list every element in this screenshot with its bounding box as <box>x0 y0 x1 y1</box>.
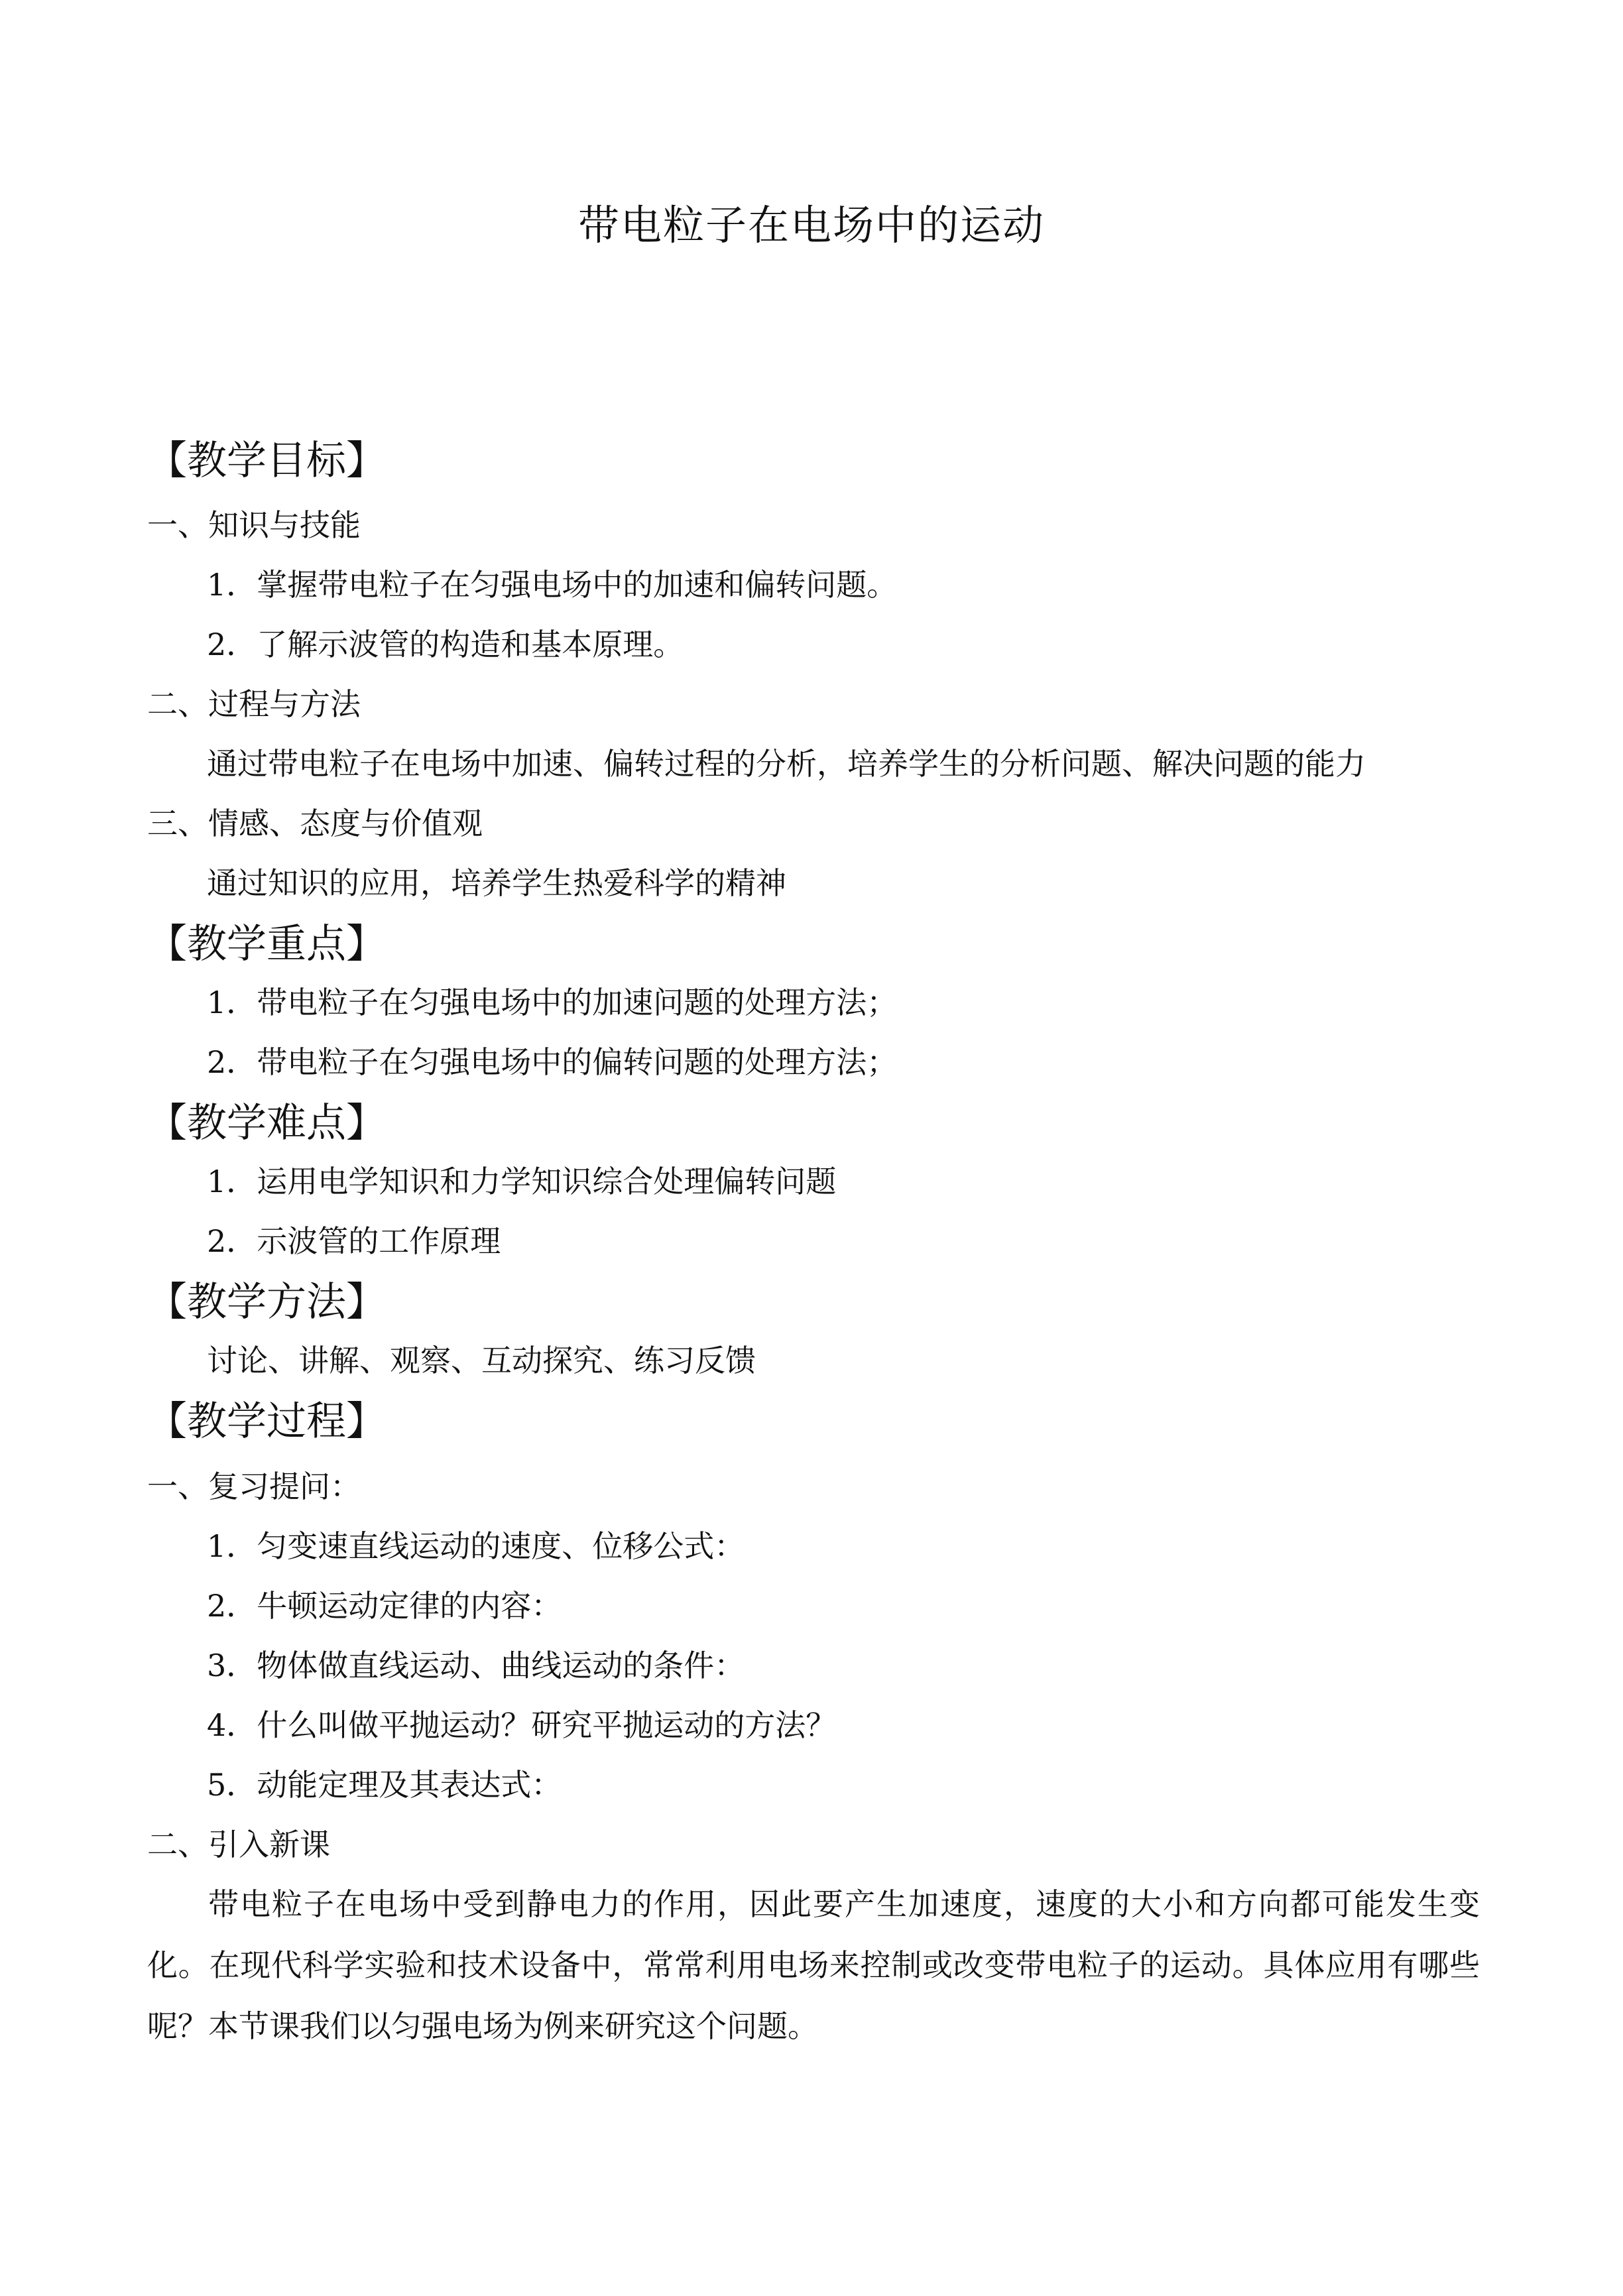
key-point-item-2: 2．带电粒子在匀强电场中的偏转问题的处理方法； <box>207 1044 898 1080</box>
process-text: 通过带电粒子在电场中加速、偏转过程的分析，培养学生的分析问题、解决问题的能力 <box>207 746 1366 782</box>
intro-paragraph: 带电粒子在电场中受到静电力的作用，因此要产生加速度，速度的大小和方向都可能发生变化。在现代科学实验和技术设备中，常常利用电场来控制或改变带电粒子的运动。具体应用有哪些呢？本节课我们以匀强电场为例来研究这个问题。 <box>147 1886 1480 2044</box>
page-title: 带电粒子在电场中的运动 <box>577 201 1045 249</box>
knowledge-item-2: 2．了解示波管的构造和基本原理。 <box>207 627 684 662</box>
key-point-item-1: 1．带电粒子在匀强电场中的加速问题的处理方法； <box>207 985 898 1020</box>
section-review-label: 一、复习提问： <box>147 1469 361 1504</box>
section-emotion-label: 三、情感、态度与价值观 <box>147 806 483 841</box>
heading-procedure: 【教学过程】 <box>147 1398 386 1445</box>
knowledge-item-1: 1．掌握带电粒子在匀强电场中的加速和偏转问题。 <box>207 567 898 603</box>
section-process-label: 二、过程与方法 <box>147 686 361 722</box>
review-item-1: 1．匀变速直线运动的速度、位移公式： <box>207 1528 745 1564</box>
heading-methods: 【教学方法】 <box>147 1279 386 1325</box>
review-item-4: 4．什么叫做平抛运动？研究平抛运动的方法？ <box>207 1707 837 1743</box>
heading-key-points: 【教学重点】 <box>147 921 386 967</box>
review-item-2: 2．牛顿运动定律的内容： <box>207 1588 562 1624</box>
difficulty-item-1: 1．运用电学知识和力学知识综合处理偏转问题 <box>207 1164 837 1199</box>
emotion-text: 通过知识的应用，培养学生热爱科学的精神 <box>207 865 786 901</box>
methods-text: 讨论、讲解、观察、互动探究、练习反馈 <box>207 1343 756 1378</box>
heading-difficulties: 【教学难点】 <box>147 1100 386 1146</box>
review-item-5: 5．动能定理及其表达式： <box>207 1767 562 1803</box>
section-intro-label: 二、引入新课 <box>147 1827 330 1862</box>
heading-objectives: 【教学目标】 <box>147 438 386 484</box>
section-knowledge-label: 一、知识与技能 <box>147 507 361 543</box>
difficulty-item-2: 2．示波管的工作原理 <box>207 1223 501 1259</box>
review-item-3: 3．物体做直线运动、曲线运动的条件： <box>207 1648 745 1683</box>
